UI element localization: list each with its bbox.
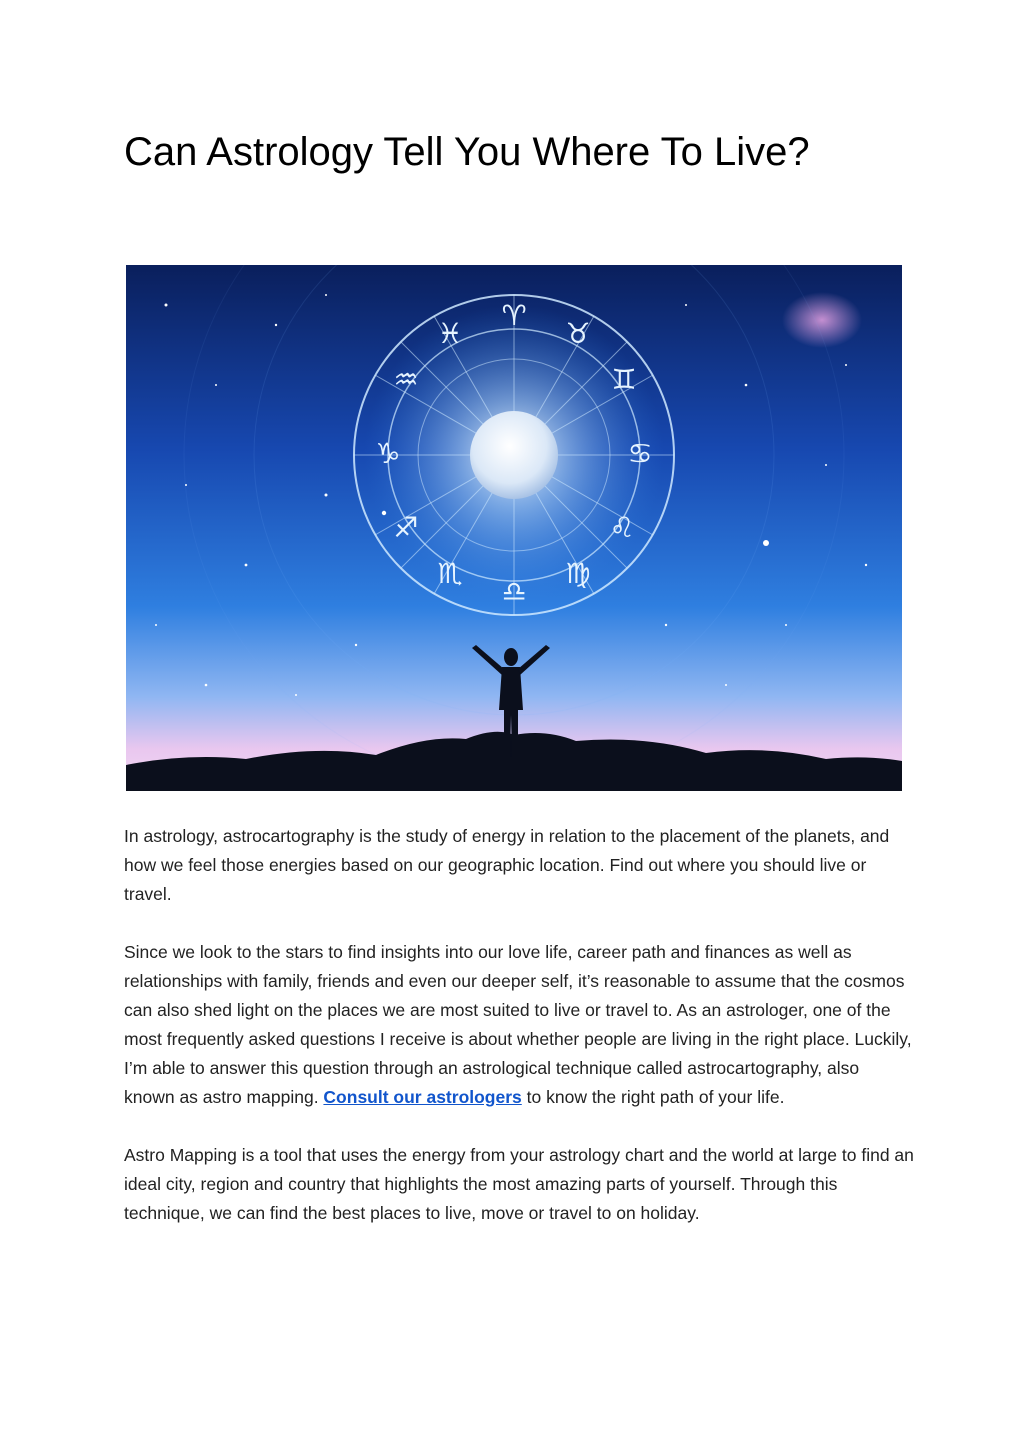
svg-text:♉: ♉	[565, 317, 591, 350]
paragraph-2	[124, 938, 914, 1112]
svg-text:♏: ♏	[437, 557, 463, 590]
svg-text:♓: ♓	[437, 317, 463, 350]
paragraph-3-text: Astro Mapping is a tool that uses the energy from your astrology chart and the world at large to find an ideal city, region and country that highlights the most amazing parts of yourself. Through this technique, we can find the best places to live, move or travel to on holiday.	[124, 1145, 914, 1223]
article-body	[124, 822, 914, 1257]
svg-text:♒: ♒	[393, 363, 419, 396]
hero-image	[126, 265, 902, 791]
svg-text:♈: ♈	[501, 299, 527, 332]
svg-text:♑: ♑	[375, 437, 401, 470]
svg-text:♐: ♐	[393, 511, 419, 544]
svg-text:♎: ♎	[501, 575, 527, 608]
svg-text:♊: ♊	[611, 363, 637, 396]
paragraph-1-text: In astrology, astrocartography is the study of energy in relation to the placement of the planets, and how we feel those energies based on our geographic location. Find out where you should live or travel.	[124, 826, 890, 904]
svg-text:♌: ♌	[609, 511, 635, 544]
paragraph-1	[124, 822, 914, 909]
consult-astrologers-link[interactable]: Consult our astrologers	[323, 1087, 522, 1107]
paragraph-2-text-before: Since we look to the stars to find insights into our love life, career path and finances as well as relationships with family, friends and even our deeper self, it’s reasonable to assume that the cosmos can also shed light on the places we are most suited to live or travel to. As an astrologer, one of the most frequently asked questions I receive is about whether people are living in the right place. Luckily, I’m able to answer this question through an astrological technique called astrocartography, also known as astro mapping.	[124, 942, 912, 1107]
paragraph-3	[124, 1141, 914, 1228]
svg-text:♍: ♍	[565, 557, 591, 590]
page-title: Can Astrology Tell You Where To Live?	[124, 130, 810, 174]
zodiac-wheel-night-sky-icon	[126, 265, 902, 791]
svg-text:♋: ♋	[627, 437, 653, 470]
paragraph-2-text-after: to know the right path of your life.	[521, 1087, 785, 1107]
